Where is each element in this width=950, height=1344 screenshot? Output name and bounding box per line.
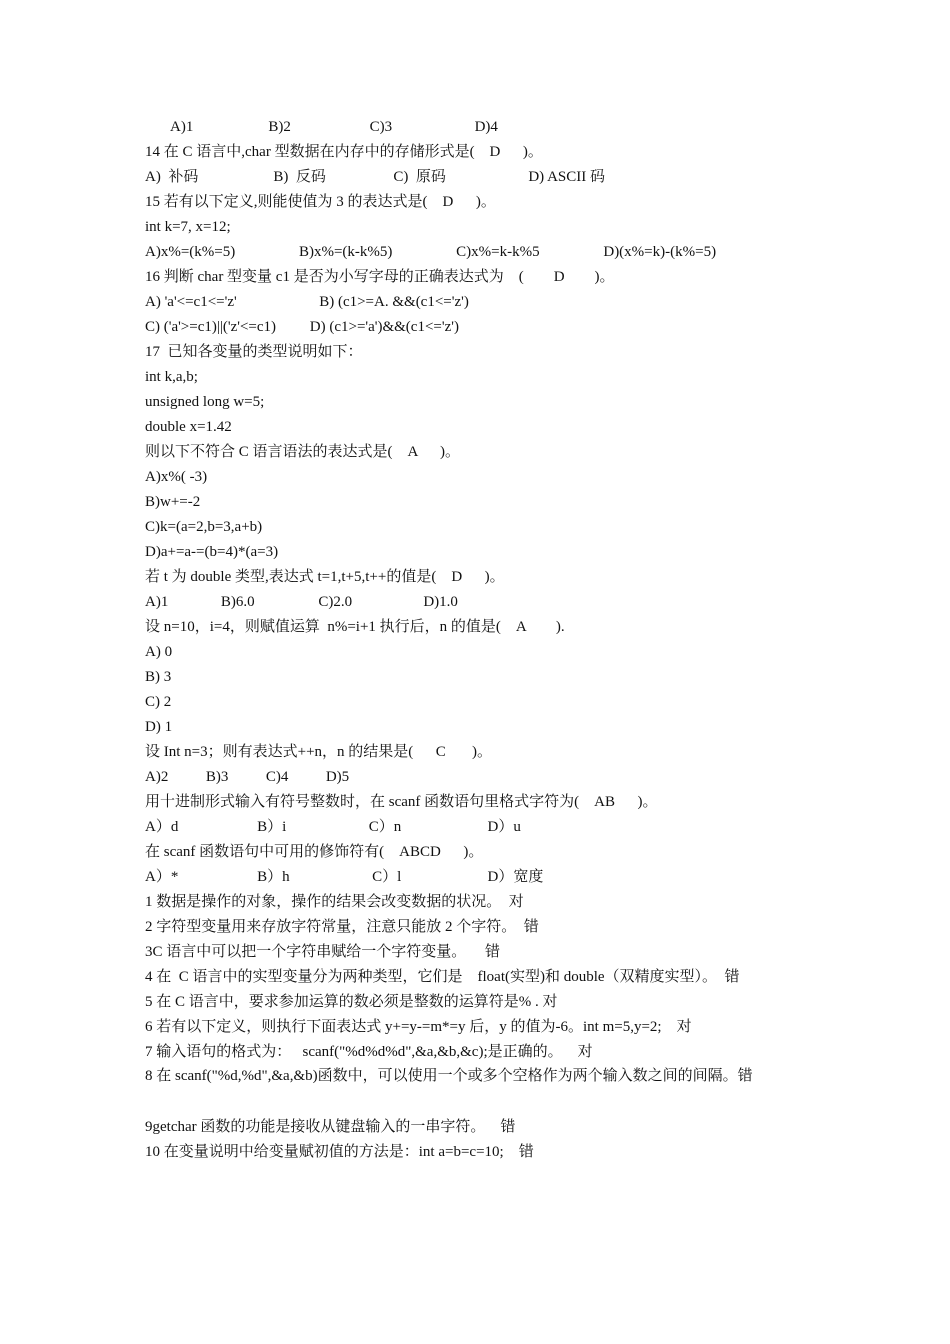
true-false-item-2: 2 字符型变量用来存放字符常量，注意只能放 2 个字符。 错 bbox=[145, 919, 539, 935]
options-line-q13: A)1 B)2 C)3 D)4 bbox=[170, 119, 498, 135]
options-line-q16-a: A) 'a'<=c1<='z' B) (c1>=A. &&(c1<='z') bbox=[145, 294, 469, 310]
question-line: 用十进制形式输入有符号整数时，在 scanf 函数语句里格式字符为( AB )。 bbox=[145, 794, 658, 810]
true-false-item-5: 5 在 C 语言中，要求参加运算的数必须是整数的运算符是% . 对 bbox=[145, 994, 558, 1010]
options-line: A）d B）i C）n D）u bbox=[145, 819, 521, 835]
options-line-q15: A)x%=(k%=5) B)x%=(k-k%5) C)x%=k-k%5 D)(x%=k)-(k%=5) bbox=[145, 244, 717, 260]
true-false-item-7: 7 输入语句的格式为： scanf("%d%d%d",&a,&b,&c);是正确的。 对 bbox=[145, 1044, 593, 1060]
options-line: A)1 B)6.0 C)2.0 D)1.0 bbox=[145, 594, 458, 610]
option-line: A)x%( -3) bbox=[145, 469, 208, 485]
question-16: 16 判断 char 型变量 c1 是否为小写字母的正确表达式为 ( D )。 bbox=[145, 269, 615, 285]
question-17: 17 已知各变量的类型说明如下： bbox=[145, 344, 363, 360]
true-false-item-3: 3C 语言中可以把一个字符串赋给一个字符变量。 错 bbox=[145, 944, 501, 960]
question-line: 在 scanf 函数语句中可用的修饰符有( ABCD )。 bbox=[145, 844, 484, 860]
options-line: A)2 B)3 C)4 D)5 bbox=[145, 769, 350, 785]
option-line: A) 0 bbox=[145, 644, 173, 660]
options-line-q14: A) 补码 B) 反码 C) 原码 D) ASCII 码 bbox=[145, 169, 605, 185]
code-line: unsigned long w=5; bbox=[145, 394, 265, 410]
code-line: int k,a,b; bbox=[145, 369, 198, 385]
true-false-item-10: 10 在变量说明中给变量赋初值的方法是：int a=b=c=10; 错 bbox=[145, 1144, 534, 1160]
code-line: int k=7, x=12; bbox=[145, 219, 231, 235]
question-17-prompt: 则以下不符合 C 语言语法的表达式是( A )。 bbox=[145, 444, 461, 460]
question-line: 设 Int n=3；则有表达式++n，n 的结果是( C )。 bbox=[145, 744, 493, 760]
option-line: C)k=(a=2,b=3,a+b) bbox=[145, 519, 263, 535]
option-line: D) 1 bbox=[145, 719, 173, 735]
question-line: 若 t 为 double 类型,表达式 t=1,t+5,t++的值是( D )。 bbox=[145, 569, 505, 585]
options-line: A）* B）h C）l D）宽度 bbox=[145, 869, 544, 885]
code-line: double x=1.42 bbox=[145, 419, 232, 435]
option-line: D)a+=a-=(b=4)*(a=3) bbox=[145, 544, 279, 560]
true-false-item-1: 1 数据是操作的对象，操作的结果会改变数据的状况。 对 bbox=[145, 894, 524, 910]
true-false-item-9: 9getchar 函数的功能是接收从键盘输入的一串字符。 错 bbox=[145, 1119, 516, 1135]
option-line: B) 3 bbox=[145, 669, 172, 685]
true-false-item-4: 4 在 C 语言中的实型变量分为两种类型，它们是 float(实型)和 double（双精度实型）。 错 bbox=[145, 969, 740, 985]
question-14: 14 在 C 语言中,char 型数据在内存中的存储形式是( D )。 bbox=[145, 144, 543, 160]
question-15: 15 若有以下定义,则能使值为 3 的表达式是( D )。 bbox=[145, 194, 496, 210]
true-false-item-6: 6 若有以下定义，则执行下面表达式 y+=y-=m*=y 后，y 的值为-6。int m=5,y=2; 对 bbox=[145, 1019, 692, 1035]
true-false-item-8: 8 在 scanf("%d,%d",&a,&b)函数中，可以使用一个或多个空格作为两个输入数之间的间隔。错 bbox=[145, 1068, 753, 1084]
option-line: B)w+=-2 bbox=[145, 494, 201, 510]
option-line: C) 2 bbox=[145, 694, 172, 710]
options-line-q16-b: C) ('a'>=c1)||('z'<=c1) D) (c1>='a')&&(c1<='z') bbox=[145, 319, 459, 335]
question-line: 设 n=10，i=4，则赋值运算 n%=i+1 执行后，n 的值是( A ). bbox=[145, 619, 565, 635]
